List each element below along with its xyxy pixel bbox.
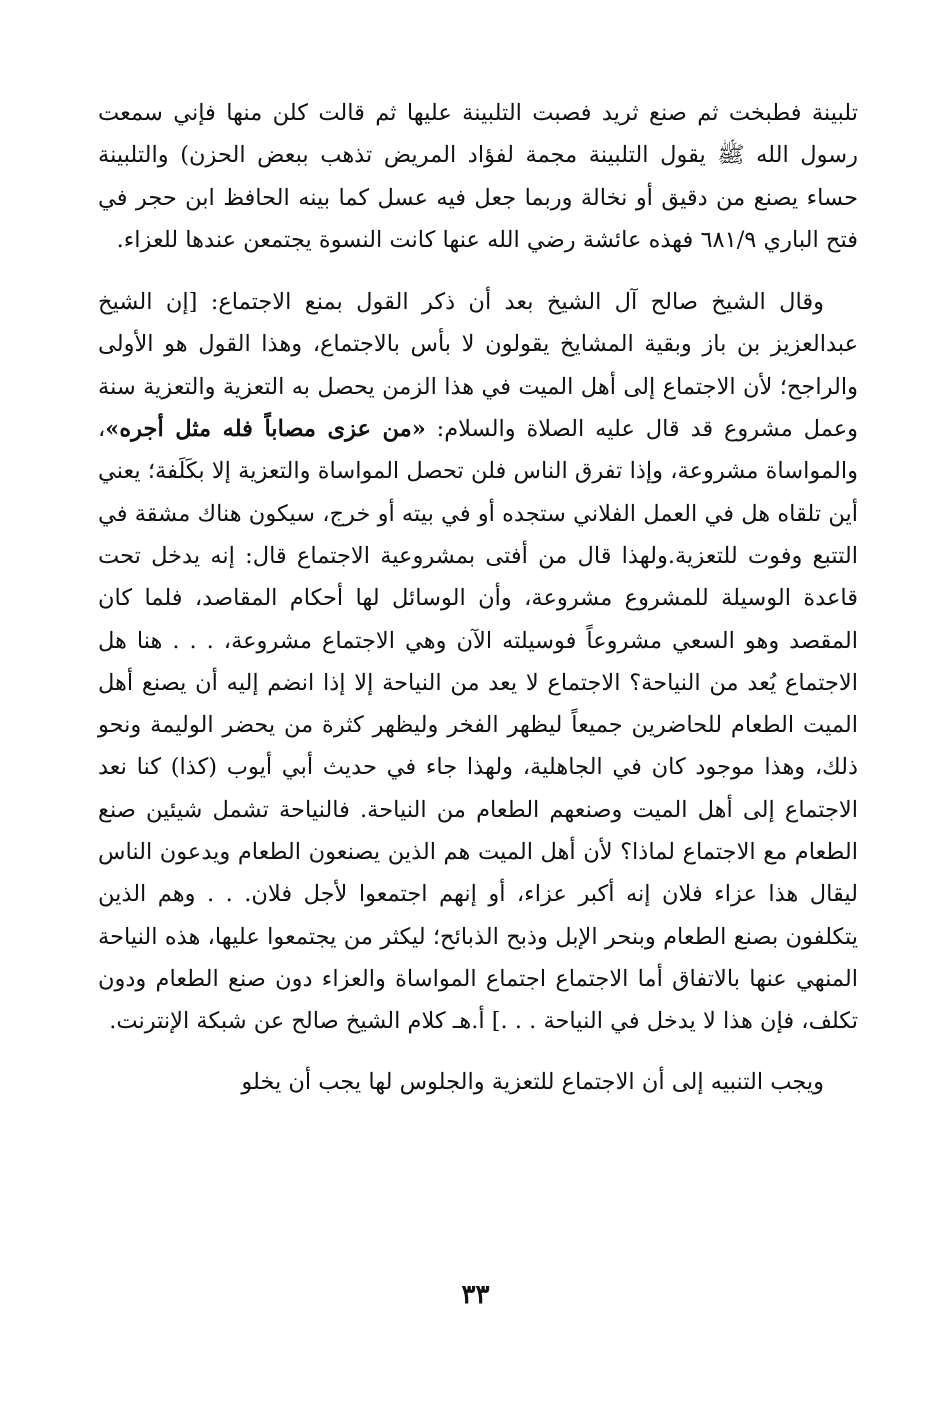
- paragraph-warning: ويجب التنبيه إلى أن الاجتماع للتعزية والجلوس لها يجب أن يخلو: [241, 1068, 824, 1095]
- paragraph-text: ، والمواساة مشروعة، وإذا تفرق الناس فلن تحصل المواساة والتعزية إلا بكَلَفة؛ يعني أين تلقاه هل في العمل الفلاني ستجده أو في بيته أو خرج، سيكون هناك مشقة في التتبع وفوت للتعزية.ولهذا قال من أفتى بمشروعية الاجتماع قال: إنه يدخل تحت قاعدة الوسيلة للمشروع مشروعة، وأن الوسائل لها أحكام المقاصد، فلما كان المقصد وهو السعي مشروعاً فوسيلته الآن وهي الاجتماع مشروعة، . . . هنا هل الاجتماع يُعد من النياحة؟ الاجتماع لا يعد من النياحة إلا إذا انضم إليه أن يصنع أهل الميت الطعام للحاضرين جميعاً ليظهر الفخر وليظهر كثرة من يحضر الوليمة ونحو ذلك، وهذا موجود كان في الجاهلية، ولهذا جاء في حديث أبي أيوب (كذا) كنا نعد الاجتماع إلى أهل الميت وصنعهم الطعام من النياحة. فالنياحة تشمل شيئين صنع الطعام مع الاجتماع لماذا؟ لأن أهل الميت هم الذين يصنعون الطعام ويدعون الناس ليقال هذا عزاء فلان إنه أكبر عزاء، أو إنهم اجتمعوا لأجل فلان. . . وهم الذين يتكلفون بصنع الطعام وبنحر الإبل وذبح الذبائح؛ ليكثر من يجتمعوا عليها، هذه النياحة المنهي عنها بالاتفاق أما الاجتماع اجتماع المواساة والعزاء دون صنع الطعام ودون تكلف، فإن هذا لا يدخل في النياحة . . .] أ.هـ كلام الشيخ صالح عن شبكة الإنترنت.: [98, 416, 858, 1035]
- paragraph-text: وقال الشيخ صالح آل الشيخ بعد أن ذكر القول بمنع الاجتماع: [إن الشيخ عبدالعزيز بن باز وبقية المشايخ يقولون لا بأس بالاجتماع، وهذا القول هو الأولى والراجح؛ لأن الاجتماع إلى أهل الميت في هذا الزمن يحصل به التعزية والتعزية سنة وعمل مشروع قد قال عليه الصلاة والسلام:: [98, 289, 858, 443]
- page-body: [98, 92, 858, 1103]
- paragraph-sheikh-saleh-quote: [98, 281, 858, 1042]
- page-number: ٣٣: [461, 1280, 490, 1310]
- paragraph-talbina: تلبينة فطبخت ثم صنع ثريد فصبت التلبينة عليها ثم قالت كلن منها فإني سمعت رسول الله ﷺ يقول التلبينة مجمة لفؤاد المريض تذهب ببعض الحزن) والتلبينة حساء يصنع من دقيق أو نخالة وربما جعل فيه عسل كما بينه الحافظ ابن حجر في فتح الباري ٦٨١/٩ فهذه عائشة رضي الله عنها كانت النسوة يجتمعن عندها للعزاء.: [98, 100, 858, 253]
- hadith-quote: «من عزى مصاباً فله مثل أجره»: [105, 416, 426, 443]
